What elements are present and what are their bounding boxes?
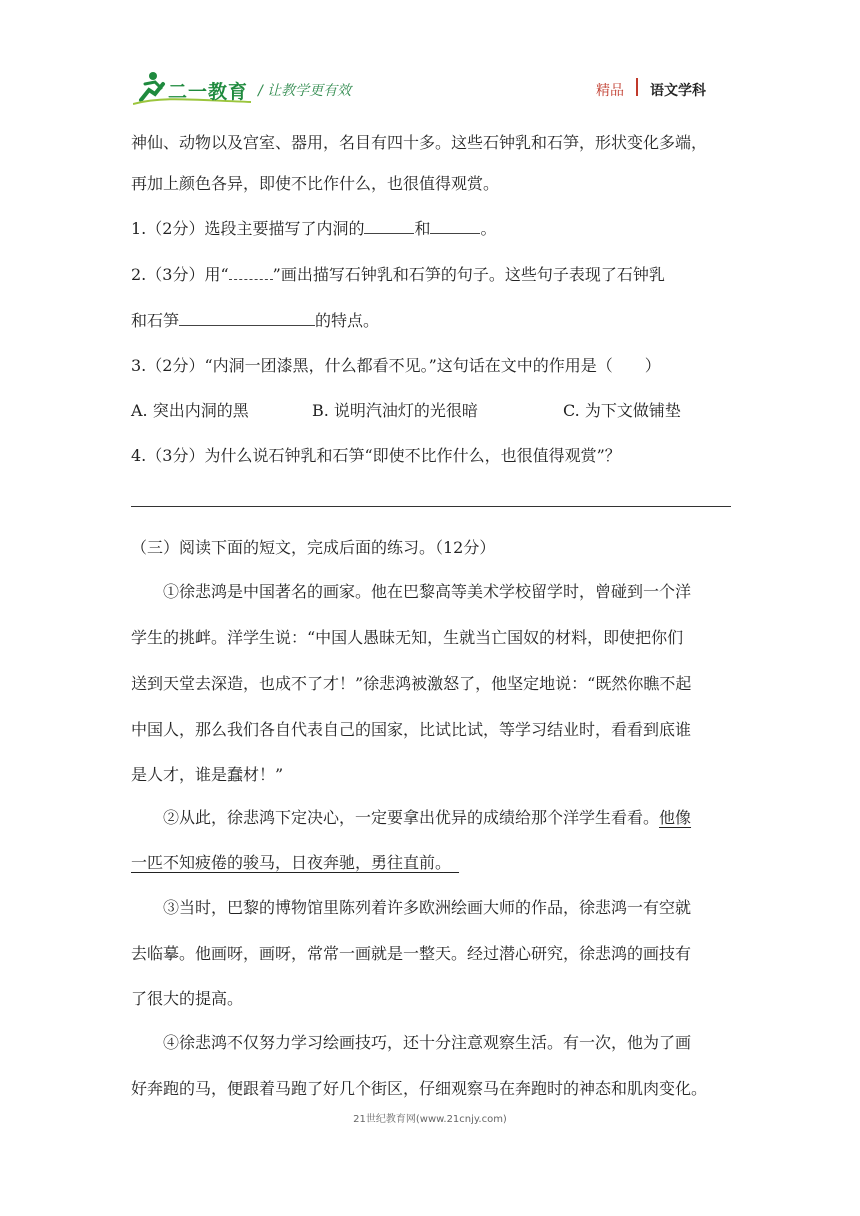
option-b[interactable]: B. 说明汽油灯的光很暗 [312, 401, 478, 420]
section-3-title: （三）阅读下面的短文，完成后面的练习。（12分） [131, 538, 496, 557]
page-header [0, 0, 860, 110]
option-c[interactable]: C. 为下文做铺垫 [563, 401, 681, 420]
paragraph-line: ③当时，巴黎的博物馆里陈列着许多欧洲绘画大师的作品，徐悲鸿一有空就 [163, 898, 692, 917]
header-divider [636, 78, 638, 96]
text-line: 再加上颜色各异，即使不比作什么，也很值得观赏。 [131, 174, 500, 193]
question-text: 的特点。 [315, 311, 380, 330]
question-text: 2.（3分）用“ [131, 265, 229, 284]
question-text: 和石笋 [131, 311, 180, 330]
paragraph-line: 学生的挑衅。洋学生说：“中国人愚昧无知，生就当亡国奴的材料，即使把你们 [131, 628, 684, 647]
question-text: 1.（2分）选段主要描写了内洞的 [131, 219, 365, 238]
paragraph-line: 好奔跑的马，便跟着马跑了好几个街区，仔细观察马在奔跑时的神态和肌肉变化。 [131, 1079, 708, 1098]
wavy-line-mark [229, 265, 273, 280]
question-1 [131, 217, 496, 241]
paragraph-line: 去临摹。他画呀，画呀，常常一画就是一整天。经过潜心研究，徐悲鸿的画技有 [131, 944, 692, 963]
question-3: 3.（2分）“内洞一团漆黑，什么都看不见。”这句话在文中的作用是（ ） [131, 356, 661, 375]
answer-blank[interactable] [179, 309, 315, 326]
question-text: 。 [480, 219, 497, 238]
answer-line[interactable] [131, 506, 731, 507]
question-text: ”画出描写石钟乳和石笋的句子。这些句子表现了石钟乳 [272, 265, 665, 284]
paragraph-line: ④徐悲鸿不仅努力学习绘画技巧，还十分注意观察生活。有一次，他为了画 [163, 1033, 692, 1052]
question-4: 4.（3分）为什么说石钟乳和石笋“即使不比作什么，也很值得观赏”？ [131, 446, 621, 465]
question-2-cont [131, 309, 379, 333]
paragraph-line: ①徐悲鸿是中国著名的画家。他在巴黎高等美术学校留学时，曾碰到一个洋 [163, 582, 692, 601]
paragraph-text: ②从此，徐悲鸿下定决心，一定要拿出优异的成绩给那个洋学生看看。 [163, 808, 660, 827]
paragraph-line [131, 851, 459, 875]
paragraph-line: 了很大的提高。 [131, 989, 244, 1008]
paragraph-line: 送到天堂去深造，也成不了才！”徐悲鸿被激怒了，他坚定地说：“既然你瞧不起 [131, 674, 692, 693]
question-2 [131, 263, 665, 287]
paragraph-line: 是人才，谁是蠢材！” [131, 765, 284, 784]
underlined-sentence: 他像 [659, 808, 692, 827]
slogan: / 让教学更有效 [258, 83, 352, 99]
paragraph-line [163, 806, 691, 830]
subject-label: 语文学科 [650, 83, 706, 99]
answer-blank[interactable] [364, 217, 414, 234]
paragraph-line: 中国人，那么我们各自代表自己的国家，比试比试，等学习结业时，看看到底谁 [131, 720, 692, 739]
brand-label: 精品 [596, 83, 624, 99]
underlined-sentence: 一匹不知疲倦的骏马，日夜奔驰，勇往直前。 [131, 853, 444, 872]
answer-blank[interactable] [430, 217, 480, 234]
logo-text: 二一教育 [168, 81, 249, 103]
option-a[interactable]: A. 突出内洞的黑 [131, 401, 249, 420]
question-text: 和 [414, 219, 431, 238]
page-footer: 21世纪教育网(www.21cnjy.com) [353, 1114, 507, 1125]
text-line: 神仙、动物以及宫室、器用，名目有四十多。这些石钟乳和石笋，形状变化多端， [131, 133, 708, 152]
